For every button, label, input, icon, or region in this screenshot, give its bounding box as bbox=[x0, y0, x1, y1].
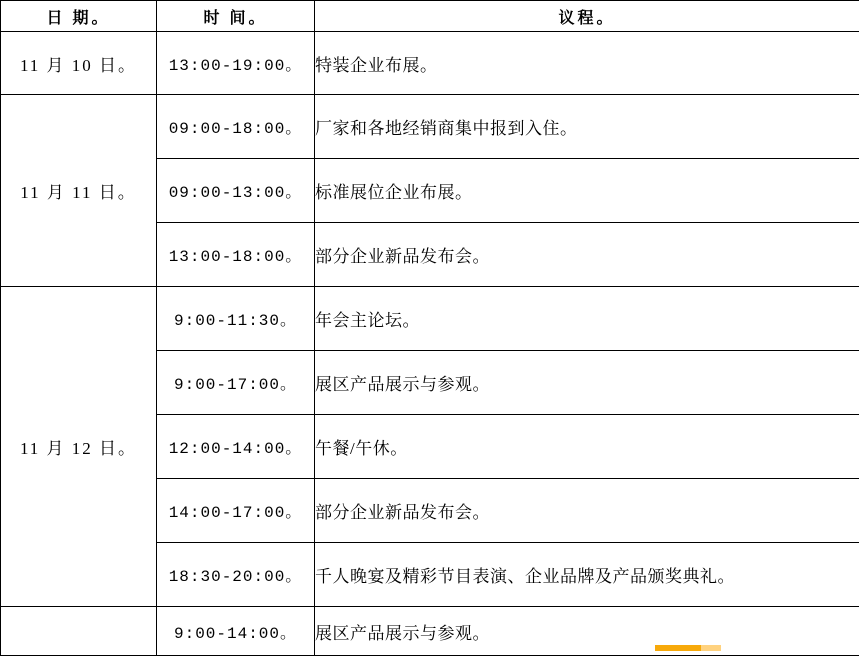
table-row bbox=[1, 95, 859, 159]
cell-topic: 千人晚宴及精彩节目表演、企业品牌及产品颁奖典礼。 bbox=[315, 543, 859, 607]
cell-date: 11 月 12 日。 bbox=[1, 287, 157, 607]
cell-topic: 部分企业新品发布会。 bbox=[315, 223, 859, 287]
cell-time: 09:00-13:00。 bbox=[157, 159, 315, 223]
page-marker-secondary-icon bbox=[701, 645, 721, 651]
cell-date: 11 月 11 日。 bbox=[1, 95, 157, 287]
cell-time: 18:30-20:00。 bbox=[157, 543, 315, 607]
cell-topic: 午餐/午休。 bbox=[315, 415, 859, 479]
cell-topic: 特装企业布展。 bbox=[315, 32, 859, 95]
table-row bbox=[1, 607, 859, 656]
table-row bbox=[1, 287, 859, 351]
column-header-date: 日 期。 bbox=[1, 1, 157, 32]
cell-time: 09:00-18:00。 bbox=[157, 95, 315, 159]
cell-time: 9:00-11:30。 bbox=[157, 287, 315, 351]
cell-time: 13:00-19:00。 bbox=[157, 32, 315, 95]
cell-time: 14:00-17:00。 bbox=[157, 479, 315, 543]
cell-topic: 部分企业新品发布会。 bbox=[315, 479, 859, 543]
cell-topic: 厂家和各地经销商集中报到入住。 bbox=[315, 95, 859, 159]
cell-topic: 标准展位企业布展。 bbox=[315, 159, 859, 223]
page-top-rule bbox=[0, 0, 859, 1]
table-row bbox=[1, 32, 859, 95]
cell-date: 11 月 10 日。 bbox=[1, 32, 157, 95]
cell-topic: 年会主论坛。 bbox=[315, 287, 859, 351]
cell-time: 9:00-14:00。 bbox=[157, 607, 315, 656]
cell-date bbox=[1, 607, 157, 656]
table-header-row bbox=[1, 1, 859, 32]
page-marker-icon bbox=[655, 645, 701, 651]
cell-time: 12:00-14:00。 bbox=[157, 415, 315, 479]
column-header-topic: 议程。 bbox=[315, 1, 859, 32]
cell-time: 9:00-17:00。 bbox=[157, 351, 315, 415]
cell-topic: 展区产品展示与参观。 bbox=[315, 607, 859, 656]
column-header-time: 时 间。 bbox=[157, 1, 315, 32]
cell-time: 13:00-18:00。 bbox=[157, 223, 315, 287]
cell-topic: 展区产品展示与参观。 bbox=[315, 351, 859, 415]
